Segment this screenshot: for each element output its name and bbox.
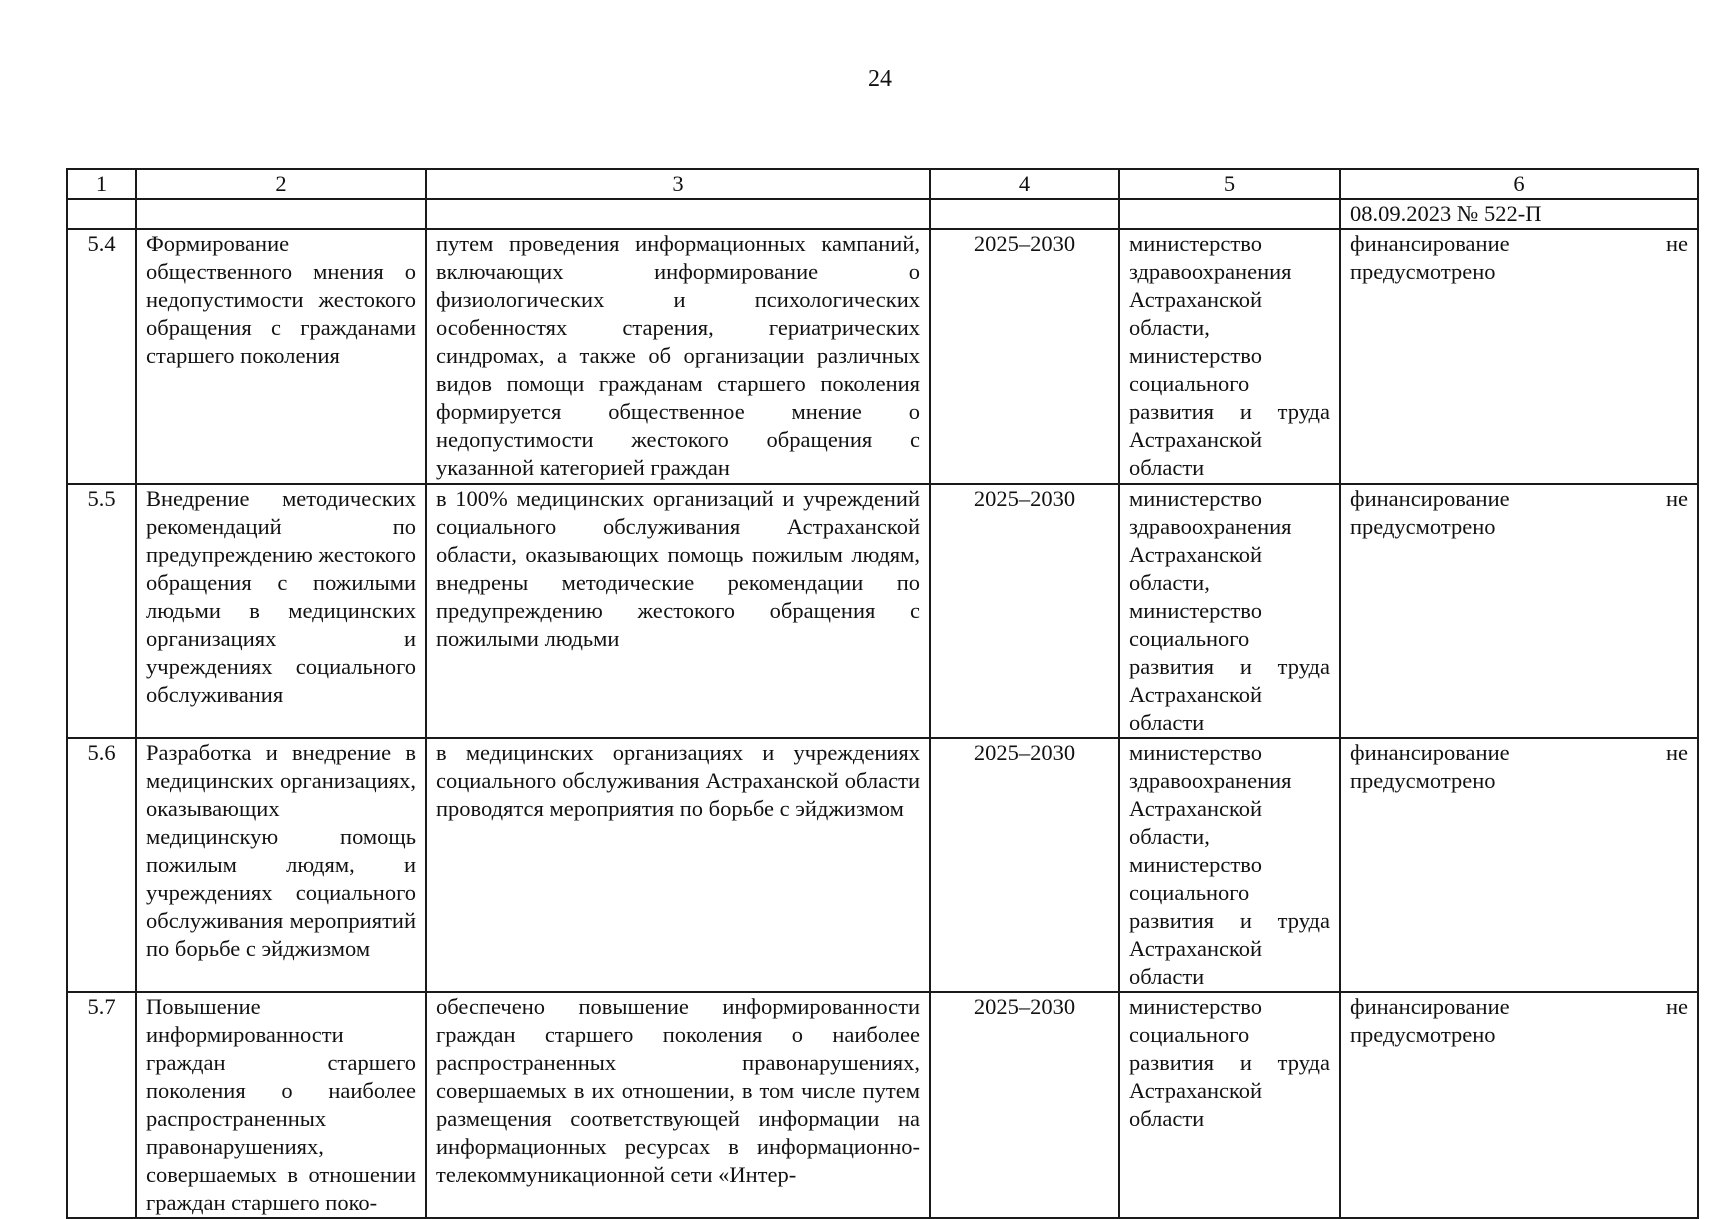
financing-source: финансирование не предусмотрено — [1340, 229, 1698, 484]
responsible-executor: министерство здравоохранения Астраханской области, министерство социального развития и труда Астраханской области — [1119, 738, 1340, 992]
amendment-note: 08.09.2023 № 522-П — [1340, 199, 1698, 229]
table-row — [67, 738, 1698, 992]
expected-result: в медицинских организациях и учреждениях социального обслуживания Астраханской области проводятся мероприятия по борьбе с эйджизмом — [426, 738, 930, 992]
note-cell — [426, 199, 930, 229]
column-number: 2 — [136, 169, 426, 199]
measure-name: Формирование общественного мнения о недопустимости жестокого обращения с гражданами старшего поколения — [136, 229, 426, 484]
implementation-period: 2025–2030 — [930, 992, 1119, 1218]
expected-result: путем проведения информационных кампаний, включающих информирование о физиологических и психологических особенностях старения, гериатрических синдромах, а также об организации различных видов помощи гражданам старшего поколения формируется общественное мнение о недопустимости жестокого обращения с указанной категорией граждан — [426, 229, 930, 484]
financing-source: финансирование не предусмотрено — [1340, 738, 1698, 992]
measure-name: Разработка и внедрение в медицинских организациях, оказывающих медицинскую помощь пожилым людям, и учреждениях социального обслуживания мероприятий по борьбе с эйджизмом — [136, 738, 426, 992]
note-cell — [1119, 199, 1340, 229]
column-number: 6 — [1340, 169, 1698, 199]
implementation-period: 2025–2030 — [930, 738, 1119, 992]
column-number: 5 — [1119, 169, 1340, 199]
financing-source: финансирование не предусмотрено — [1340, 992, 1698, 1218]
implementation-period: 2025–2030 — [930, 229, 1119, 484]
measure-name: Повышение информированности граждан старшего поколения о наиболее распространенных правонарушениях, совершаемых в отношении граждан старшего поко- — [136, 992, 426, 1218]
expected-result: в 100% медицинских организаций и учреждений социального обслуживания Астраханской области, оказывающих помощь пожилым людям, внедрены методические рекомендации по предупреждению жестокого обращения с пожилыми людьми — [426, 484, 930, 738]
financing-source: финансирование не предусмотрено — [1340, 484, 1698, 738]
responsible-executor: министерство социального развития и труда Астраханской области — [1119, 992, 1340, 1218]
note-cell — [67, 199, 136, 229]
column-number-row — [67, 169, 1698, 199]
note-cell — [930, 199, 1119, 229]
table-row — [67, 992, 1698, 1218]
page-number: 24 — [868, 66, 892, 92]
row-number: 5.6 — [67, 738, 136, 992]
responsible-executor: министерство здравоохранения Астраханской области, министерство социального развития и труда Астраханской области — [1119, 229, 1340, 484]
row-number: 5.7 — [67, 992, 136, 1218]
responsible-executor: министерство здравоохранения Астраханской области, министерство социального развития и труда Астраханской области — [1119, 484, 1340, 738]
program-table — [66, 168, 1699, 1219]
note-cell — [136, 199, 426, 229]
column-number: 4 — [930, 169, 1119, 199]
amendment-note-row — [67, 199, 1698, 229]
row-number: 5.5 — [67, 484, 136, 738]
table-row — [67, 229, 1698, 484]
expected-result: обеспечено повышение информированности граждан старшего поколения о наиболее распространенных правонарушениях, совершаемых в их отношении, в том числе путем размещения соответствующей информации на информационных ресурсах в информационно-телекоммуникационной сети «Интер- — [426, 992, 930, 1218]
row-number: 5.4 — [67, 229, 136, 484]
column-number: 3 — [426, 169, 930, 199]
column-number: 1 — [67, 169, 136, 199]
measure-name: Внедрение методических рекомендаций по предупреждению жестокого обращения с пожилыми людьми в медицинских организациях и учреждениях социального обслуживания — [136, 484, 426, 738]
implementation-period: 2025–2030 — [930, 484, 1119, 738]
table-row — [67, 484, 1698, 738]
